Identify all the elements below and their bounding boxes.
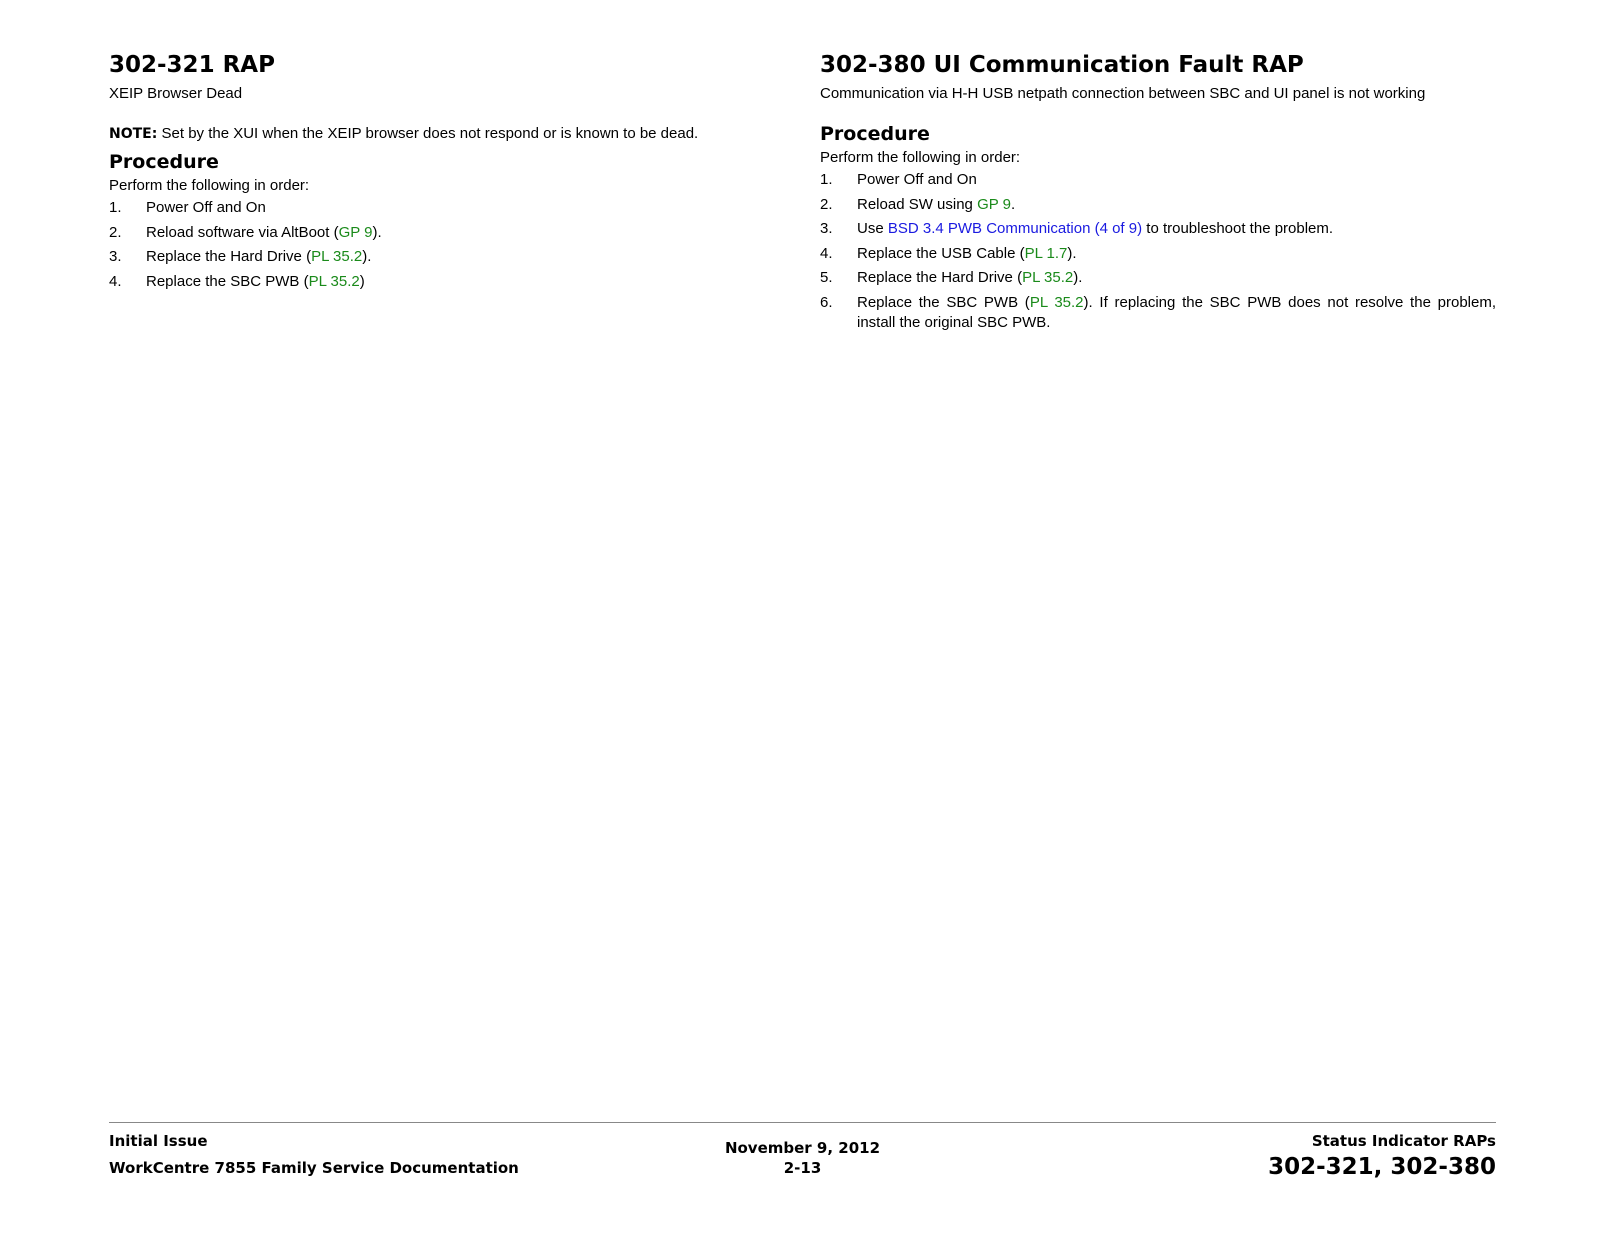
- note-label: NOTE:: [109, 126, 158, 142]
- list-item: [820, 219, 1496, 239]
- pl-1-7-link[interactable]: PL 1.7: [1024, 244, 1068, 262]
- procedure-heading: Procedure: [820, 123, 930, 145]
- step-text: Use: [857, 220, 888, 237]
- step-text: ). If replacing the SBC PWB does not resolve the problem, install the original SBC PWB.: [857, 293, 1496, 331]
- left-column: [109, 48, 769, 296]
- step-text: to troubleshoot the problem.: [1142, 220, 1334, 237]
- pl-35-2-link[interactable]: PL 35.2: [1029, 293, 1084, 311]
- subtitle-302-321: XEIP Browser Dead: [109, 85, 243, 102]
- bsd-3-4-link[interactable]: BSD 3.4 PWB Communication (4 of 9): [887, 220, 1143, 237]
- procedure-intro: Perform the following in order:: [109, 177, 310, 194]
- step-text: Replace the USB Cable (: [857, 244, 1025, 262]
- step-text: ).: [372, 223, 382, 241]
- step-text: .: [1010, 195, 1016, 213]
- step-number: 3.: [109, 248, 122, 265]
- step-text: Reload SW using: [857, 195, 978, 213]
- step-number: 4.: [820, 244, 833, 262]
- pl-35-2-link[interactable]: PL 35.2: [1022, 269, 1074, 286]
- step-text: Replace the Hard Drive (: [146, 248, 312, 265]
- step-number: 3.: [820, 220, 833, 237]
- right-column: [820, 48, 1496, 337]
- step-text: Replace the SBC PWB (: [857, 293, 1030, 311]
- footer-date: November 9, 2012: [724, 1139, 881, 1157]
- list-item: [820, 195, 1496, 215]
- footer-section: Status Indicator RAPs: [1311, 1132, 1496, 1150]
- list-item: [820, 268, 1496, 288]
- list-item: [109, 223, 769, 243]
- pl-35-2-link[interactable]: PL 35.2: [308, 272, 360, 290]
- step-number: 6.: [820, 293, 833, 311]
- step-number: 1.: [109, 199, 122, 216]
- list-item: [109, 198, 769, 218]
- gp9-link[interactable]: GP 9: [977, 195, 1011, 213]
- procedure-list: [820, 170, 1496, 333]
- procedure-heading: Procedure: [109, 151, 219, 173]
- list-item: [109, 247, 769, 267]
- step-text: ).: [362, 248, 372, 265]
- page-title-302-380: 302-380 UI Communication Fault RAP: [820, 52, 1304, 78]
- step-text: Power Off and On: [857, 171, 977, 188]
- procedure-intro: Perform the following in order:: [820, 149, 1021, 166]
- pl-35-2-link[interactable]: PL 35.2: [311, 248, 363, 265]
- note-text: Set by the XUI when the XEIP browser does not respond or is known to be dead.: [157, 125, 699, 142]
- list-item: [820, 170, 1496, 190]
- step-number: 2.: [820, 195, 833, 213]
- list-item: [109, 272, 769, 292]
- step-text: Power Off and On: [146, 199, 266, 216]
- step-number: 2.: [109, 223, 122, 241]
- step-text: Replace the Hard Drive (: [857, 269, 1023, 286]
- list-item: [820, 293, 1496, 333]
- list-item: [820, 244, 1496, 264]
- step-text: Replace the SBC PWB (: [146, 272, 309, 290]
- step-text: ): [359, 272, 365, 290]
- footer-rap-codes: 302-321, 302-380: [1268, 1154, 1496, 1180]
- step-text: ).: [1067, 244, 1077, 262]
- step-text: Reload software via AltBoot (: [146, 223, 339, 241]
- gp9-link[interactable]: GP 9: [338, 223, 373, 241]
- step-number: 4.: [109, 272, 122, 290]
- footer-page-number: 2-13: [783, 1159, 822, 1177]
- note-302-321: [109, 124, 769, 144]
- footer-divider: [109, 1122, 1496, 1123]
- footer-right: [1268, 1131, 1496, 1181]
- footer-left: [109, 1131, 519, 1178]
- footer-center: [700, 1138, 905, 1178]
- step-text: ).: [1073, 269, 1083, 286]
- step-number: 1.: [820, 171, 833, 188]
- page-title-302-321: 302-321 RAP: [109, 52, 275, 78]
- footer-doc-title: WorkCentre 7855 Family Service Documentation: [109, 1159, 519, 1177]
- procedure-list: [109, 198, 769, 292]
- footer-issue: Initial Issue: [109, 1132, 208, 1150]
- subtitle-302-380: Communication via H-H USB netpath connection between SBC and UI panel is not working: [820, 85, 1426, 102]
- step-number: 5.: [820, 269, 833, 286]
